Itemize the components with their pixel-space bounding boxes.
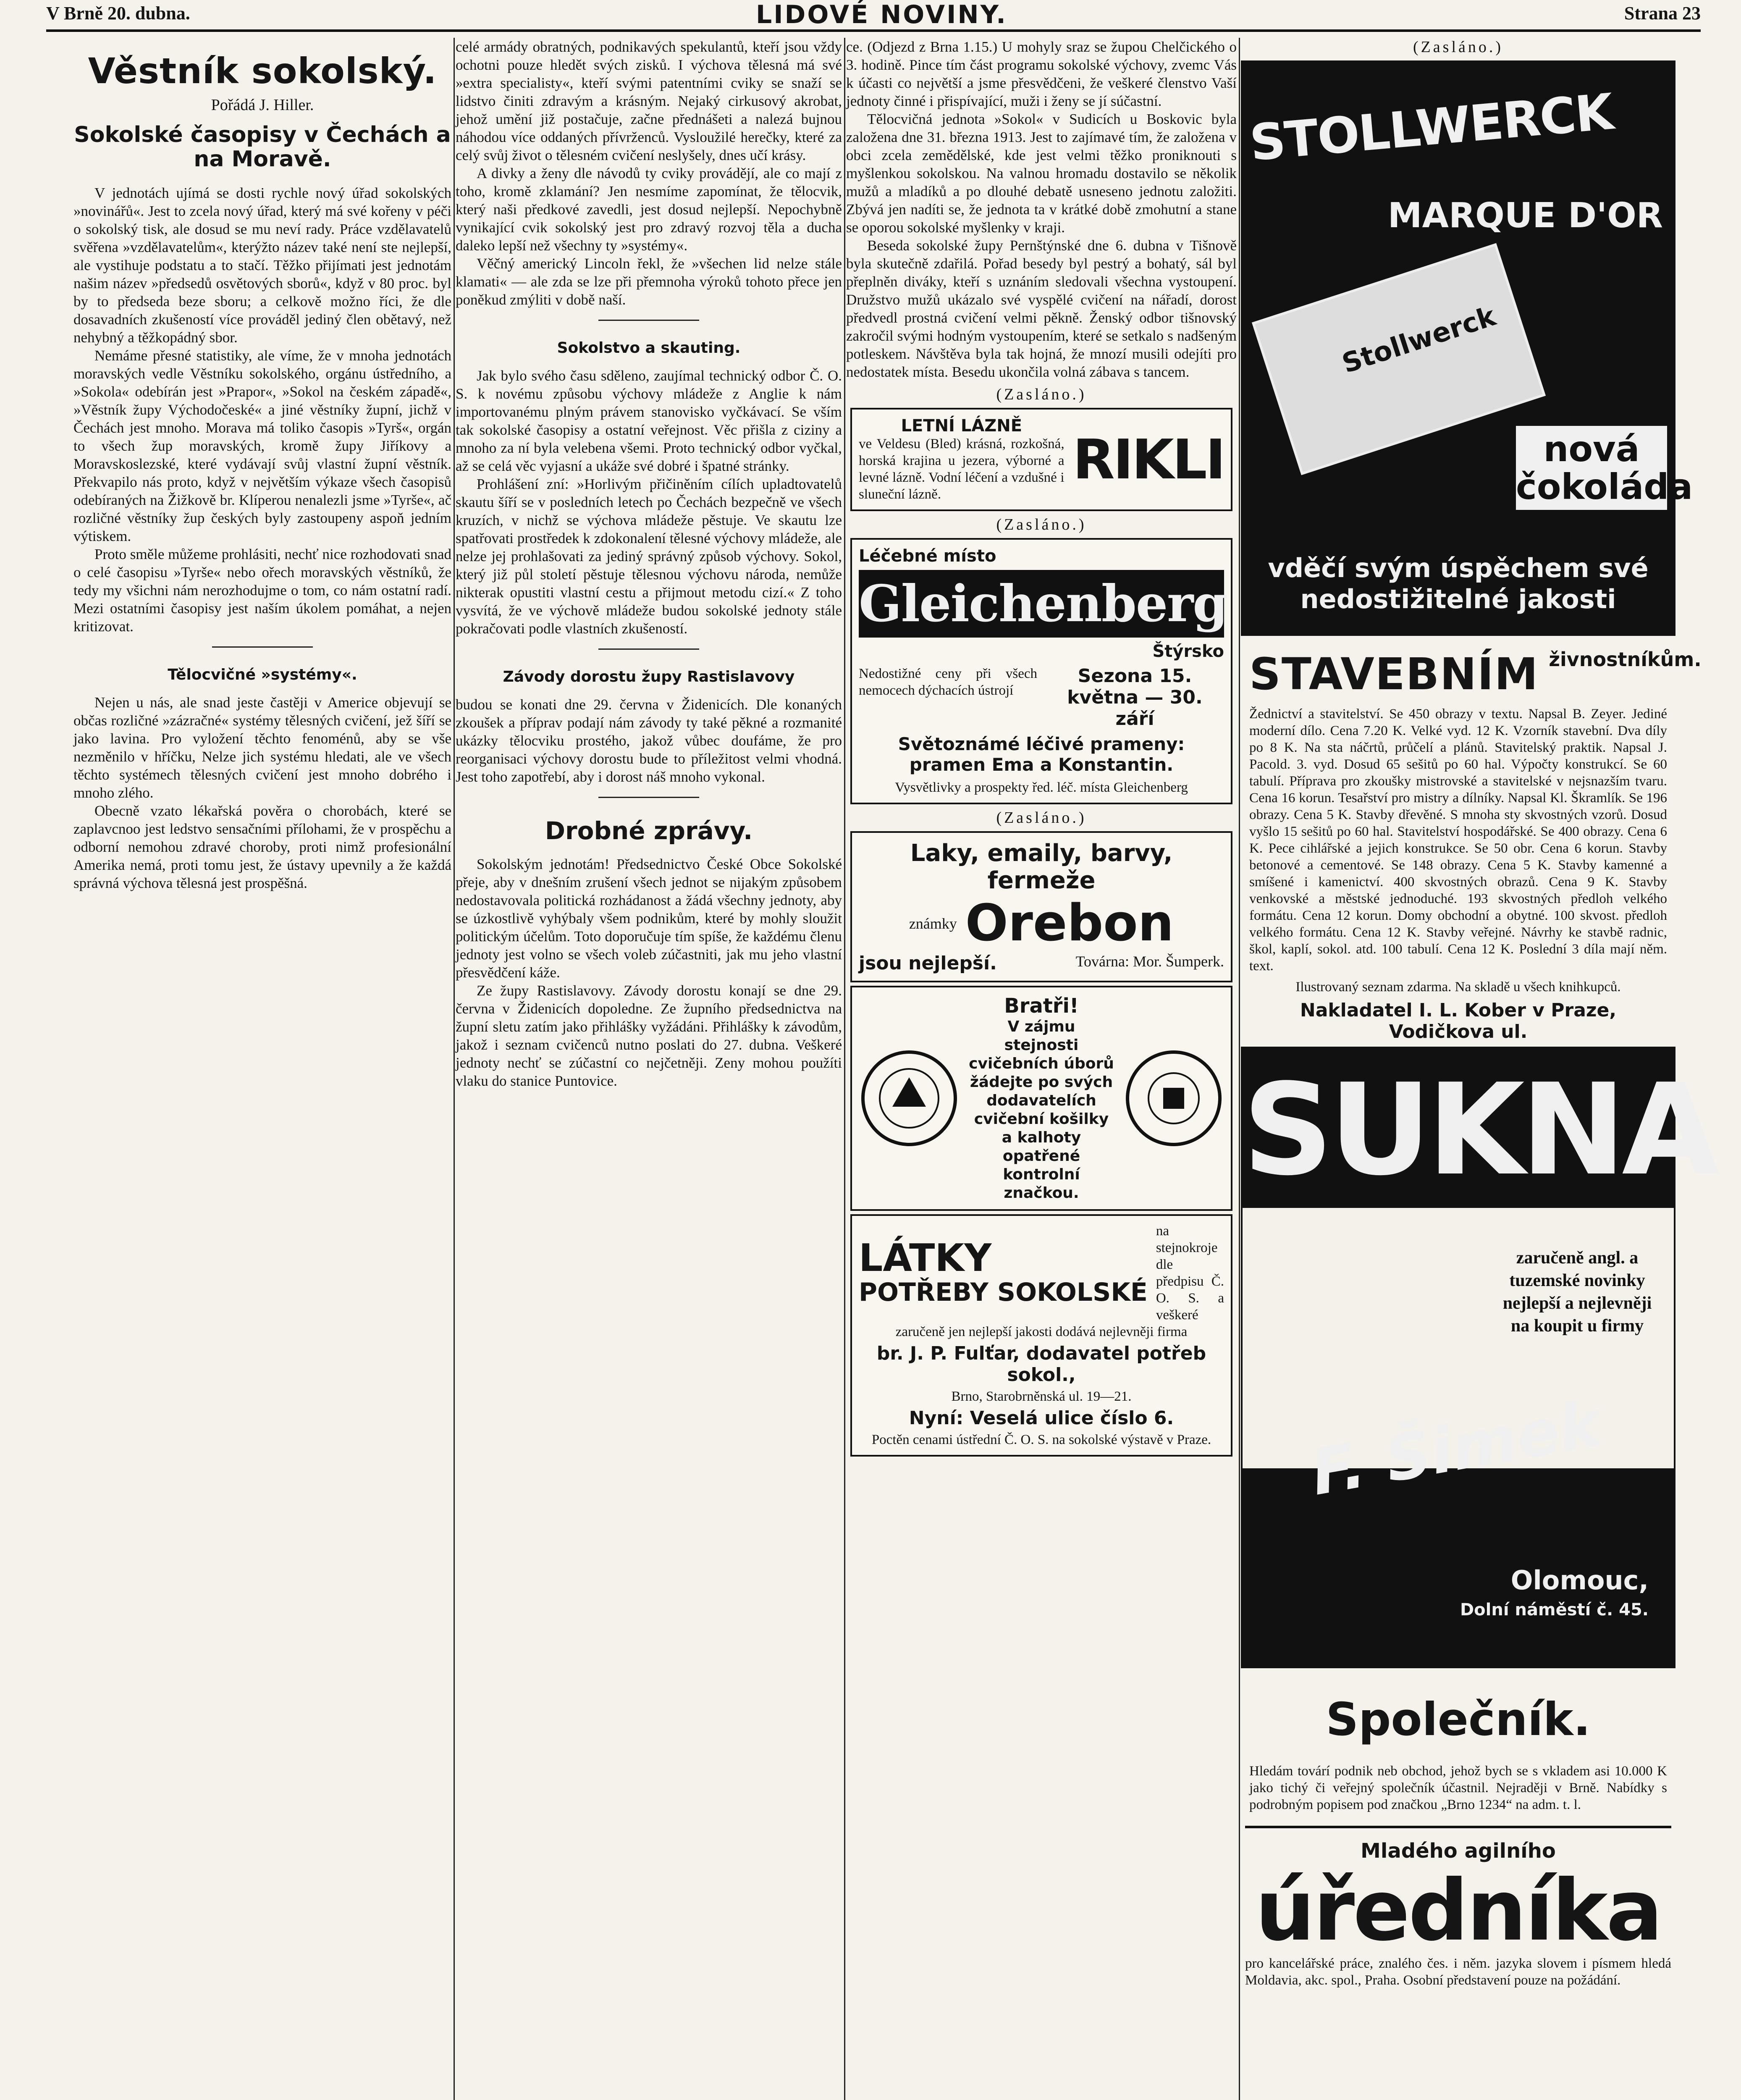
- ad-title: STAVEBNÍM: [1249, 648, 1539, 700]
- ad-slogan: vděčí svým úspěchem své nedostižitelné jakosti: [1268, 553, 1649, 614]
- ad-text: na stejnokroje dle předpisu Č. O. S. a veškeré: [1156, 1223, 1224, 1323]
- ad-region: Štýrsko: [1152, 642, 1224, 661]
- ad-orebon: [850, 831, 1232, 982]
- article-paragraph: Obecně vzato lékařská pověra o chorobách, které se zaplavcnoo jest ledstvo sensačními přílohami, že v prospěchu a odborní nemohou zdravé choroby, proti nimž profesionální Amerika nemá, proti tomu jest, že ústavy upevnily a že každá správná výchova tělesná jest prospěšná.: [73, 803, 451, 891]
- chocolate-box-illustration: [1252, 243, 1546, 475]
- section-title: Věstník sokolský.: [88, 50, 437, 92]
- ad-address: Brno, Starobrněnská ul. 19—21.: [951, 1389, 1132, 1404]
- ad-bratri: [850, 986, 1232, 1211]
- ad-title: Bratři!: [1004, 994, 1079, 1018]
- ad-title: Společník.: [1326, 1693, 1591, 1746]
- zaslano-label: (Zasláno.): [996, 386, 1087, 403]
- ad-address-new: Nyní: Veselá ulice číslo 6.: [909, 1407, 1174, 1429]
- ad-address: Dolní náměstí č. 45.: [1460, 1600, 1649, 1620]
- ad-factory: Továrna: Mor. Šumperk.: [1075, 953, 1224, 970]
- article-paragraph: Věčný americký Lincoln řekl, že »všechen lid nelze stále klamati« — ale zda se lze při přemnoha výroků tohoto přece jen poněkud zmýliti v době naší.: [456, 255, 842, 308]
- article-paragraph: celé armády obratných, podnikavých spekulantů, kteří jsou vždy ochotni pouze hledět svých zisků. I výchova tělesná má své »extra specialisty«, kteří svými patentními cviky se snaží se lidstvo činiti zdravým a krásným. Nejaký cirkusový akrobat, jehož umění již postačuje, začne přednášeti a nalezá bujnou náhodou více oddaných přívrženců. Vysloužilé herečky, které za celý svůj život o tělesném cvičení neslyšely, dnes učí krásy.: [456, 39, 842, 163]
- ad-gleichenberg: [850, 538, 1232, 804]
- ad-city: [1460, 1566, 1649, 1625]
- ad-text: Hledám továrí podnik neb obchod, jehož bych se s vkladem asi 10.000 K jako tichý či veřejný společník účastnil. Nejraději v Brně. Nabídky s podrobným popisem pod značkou „Brno 1234“ na adm. t. l.: [1249, 1764, 1667, 1812]
- column-rule: [1239, 38, 1240, 2100]
- ad-brand: Orebon: [965, 894, 1174, 953]
- article-paragraph: budou se konati dne 29. června v Židenicích. Dle konaných zkoušek a příprav podají nám závody ty také pěkné a rozmanité ukázky tělocviku prostého, jakož vůbec doufáme, že pro reorganisaci výchovy dorostu bude to příležitost velmi vhodná. Jest toho zapotřebí, aby i dorost náš mnoho vykonal.: [456, 696, 842, 785]
- ad-text: Nedostižné ceny při všech nemocech dýchacích ústrojí: [859, 666, 1037, 698]
- ad-text: pro kancelářské práce, znalého čes. i něm. jazyka slovem i písmem hledá Moldavia, akc. spol., Praha. Osobní představení pouze na požádání.: [1245, 1956, 1671, 1988]
- article-heading: Tělocvičné »systémy«.: [168, 666, 357, 683]
- masthead: LIDOVÉ NOVINY.: [756, 0, 1007, 29]
- ad-stollwerck: [1241, 60, 1693, 636]
- ad-sukna: [1241, 1047, 1715, 1668]
- article-title: Sokolské časopisy v Čechách a na Moravě.: [74, 122, 451, 172]
- article-paragraph: Tělocvičná jednota »Sokol« v Sudicích u Boskovic byla založena dne 31. března 1913. Jest to zajímavé tím, že založena v obci zcela zemědělské, kde jest velmi těžko proniknouti s myšlenkou sokolskou. Na valnou hromadu dostavilo se několik mužů a mladíků a po dlouhé debatě usneseno jednotu založiti. Zbývá jen nadíti se, že jednota ta v krátké době zmohutní a stane se oporou sokolské myšlenky v kraji.: [846, 111, 1237, 236]
- column-rule: [844, 38, 845, 2100]
- ad-brand: Gleichenberg: [859, 570, 1224, 638]
- article-paragraph: Prohlášení zní: »Horlivým přičiněním cílích upladtovatelů skautu šíří se v posledních letech po Čechách bezpečně ve všech kruzích, v nichž se výchova mládeže pěstuje. Ve skautu lze spatřovati prostředek k zdokonalení tělesné výchovy mládeže, ale nelze jej prohlašovati za jediný správný způsob výchovy. Sokol, který již půl století pěstuje tělesnou výchovu národa, nemůže nikterak opustiti vlastní cestu a přijmout metodu cizí.« Z toho vysvítá, že ve výchově mládeže budou sokolské jednoty stále pokračovati podle vlastních zkušeností.: [456, 476, 842, 637]
- ad-spolecnik: [1249, 1693, 1667, 1813]
- ad-text: zaručeně angl. a tuzemské novinky nejlepší a nejlevněji na koupit u firmy: [1502, 1248, 1652, 1336]
- article-paragraph: Sokolským jednotám! Předsednictvo České Obce Sokolské přeje, aby v dnešním zrušení všech jednot se nijakým způsobem nedostavovala politická rozhádanost a žádá všechny jednoty, aby se úzkostlivě vyhýbaly všem podnikům, které by mohly sloužit politickým účelům. Toto doporučuje tím spíše, že každému členu jednoty jest volno se všech voleb zúčastniti, jak mu jeho vlastní přesvědčení káže.: [456, 856, 842, 981]
- ad-urednika: [1245, 1826, 1671, 1989]
- ad-city-name: Olomouc,: [1510, 1565, 1649, 1596]
- seal-icon: [1123, 1048, 1224, 1149]
- seal-icon: [859, 1048, 960, 1149]
- ad-brand: STOLLWERCK: [1247, 82, 1615, 172]
- ad-title: LETNÍ LÁZNĚ: [901, 416, 1023, 436]
- ad-season: Sezona 15. května — 30. září: [1067, 665, 1203, 730]
- divider: [598, 648, 699, 650]
- ad-title: úředníka: [1255, 1862, 1661, 1960]
- zaslano-label: (Zasláno.): [996, 809, 1087, 827]
- ad-stavebnim: [1249, 648, 1702, 1042]
- ad-publisher: Nakladatel I. L. Kober v Praze, Vodičkova ul.: [1300, 1000, 1617, 1042]
- article-paragraph: Nemáme přesné statistiky, ale víme, že v mnoha jednotách moravských vedle Věstníku sokolského, orgánu ústředního, a »Sokola« odebírán jest »Prapor«, »Sokol na českém západě«, »Věstník župy Východočeské« a jiné věstníky župní, jichž v Čechách jest mnoho. Morava má toliko časopis »Tyrš«, orgán to všech žup moravských, kromě župy Jiříkovy a Moravskoslezské, které vydávají svůj vlastní župní věstník. Překvapilo nás proto, když v největším výkaze všech časopisů odebíraných na Žižkově br. Klíperou nenalezli jsme »Tyrše«, ač rozličné věstníky žup českých byly zastoupeny aspoň jedním výtiskem.: [73, 347, 451, 544]
- article-paragraph: Jak bylo svého času sděleno, zaujímal technický odbor Č. O. S. k novému způsobu výchovy mládeže z Anglie k nám importovanému plným právem stanovisko vyčkávací. Se vším tak sokolské časopisy a ostatní veřejnost. Věc přišla z ciziny a mnoho za ní byla velebena všemi. Proto technický odbor vyčkal, až se celá věc vyjasní a ukáže své dobré i špatné stránky.: [456, 368, 842, 474]
- ad-subtitle: Mladého agilního: [1361, 1839, 1556, 1863]
- ad-text: Žednictví a stavitelství. Se 450 obrazy v textu. Napsal B. Zeyer. Jediné moderní dílo. Cena 7.20 K. Velké vyd. 12 K. Vzorník stavební. Dva díly po 8 K. Na sta náčrtů, průčelí a plánů. Stavitelský praktik. Napsal J. Pacold. 3. vyd. Dosud 65 sešitů po 60 hal. Výpočty konstrukcí. Se 60 tabulí. Příprava pro zkoušky mistrovské a stavitelské v nejsnazším tvaru. Cena 16 korun. Tesařství pro mistry a dílníky. Napsal Kl. Škramlík. Se 196 obrazy. Cena 5 K. Stavby dřevěné. S mnoha sty skvostných vzorů. Dosud vyšlo 15 sešitů po 60 hal. Stavitelství hospodářské. Se 400 obrazy. Cena 6 K. Pece cihlářské a jejich konstrukce. Se 50 obr. Cena 6 korun. Stavby betonové a cementové. Se 148 obrazy. Cena 5 K. Stavby kamenné a smíšené i kamenictví. 400 skvostných obrazů. Cena 9 K. Stavby venkovské a městské jednoduché. 193 skvostných předloh velkého formátu. Cena 12 korun. Domy obchodní a obytné. 100 skvost. předloh velkého formátu. Cena 12 K. Stavby veřejné. Návrhy ke stavbě radnic, škol, kaplí, sokol. atd. 100 tabulí. Cena 12 K. Poslední 3 díla mají něm. text.: [1249, 706, 1667, 974]
- article-paragraph: Nejen u nás, ale snad jeste častěji v Americe objevují se občas rozličné »zázračné« systémy tělesných cvičení, jež šíří se jako lavina. Pro vyložení těchto fenoménů, aby se vše nezměnilo v hříčku, Nelze jich systému hledati, ale ve všech těchto systémech tělesných cvičení jest mnoho dobrého i mnoho zlého.: [73, 694, 451, 801]
- ad-nova: nová čokoláda: [1516, 426, 1667, 510]
- header-date: V Brně 20. dubna.: [46, 3, 190, 24]
- ad-text: ve Veldesu (Bled) krásná, rozkošná, horská krajina u jezera, výborné a levné lázně. Vodní léčení a vzdušné i sluneční lázně.: [859, 436, 1065, 502]
- ad-subtitle: Léčebné místo: [859, 546, 996, 566]
- article-paragraph: Proto směle můžeme prohlásiti, nechť nice rozhodovati snad o celé časopisu »Tyrše« nebo ořech moravských věstníků, že tedy my všichni nám nerozhodujme o tom, co nám ostatní radí. Mezi ostatními časopisy jest naším úkolem pomáhat, a nejen kritizovat.: [73, 546, 451, 635]
- ad-rikli: [850, 408, 1232, 511]
- ad-title-side: živnostníkům.: [1549, 648, 1702, 671]
- page-number: Strana 23: [1624, 3, 1701, 24]
- ad-footer: Poctěn cenami ústřední Č. O. S. na sokolské výstavě v Praze.: [871, 1432, 1211, 1447]
- ad-brand: SUKNA: [1243, 1057, 1715, 1203]
- ad-footer: Ilustrovaný seznam zdarma. Na skladě u všech knihkupců.: [1295, 979, 1621, 995]
- article-paragraph: Beseda sokolské župy Pernštýnské dne 6. dubna v Tišnově byla skutečně zdařilá. Pořad besedy byl pestrý a bohatý, sál byl přeplněn diváky, kteří s uznáním sledovali všechna vystoupení. Družstvo mužů ukázalo své vyspělé cvičení na nářadí, dorost předvedl prostná cvičení velmi pěkně. Ženský odbor tišnovský zakročil svými hodným vystoupením, které se setkalo s nadšeným potleskem. Návštěva byla tak hojná, že mnozí musili odejíti pro nedostatek místa. Besedu ukončila volná zábava s tancem.: [846, 237, 1237, 380]
- ad-text: jsou nejlepší.: [859, 953, 997, 974]
- article-paragraph: V jednotách ujímá se dosti rychle nový úřad sokolských »novinářů«. Jest to zcela nový úřad, který má své kořeny v péči o sokolský tisk, ale dosud se mu neví rady. Práce vzdělavatelů svěřena »vzdělavatelům«, kterýžto název také není ste nejlepší, ale vystihuje podstatu a to stačí. Těžko přijímati jest jednotám našim název »předsedů osvětových sborů«, když v 80 proc. byl by to předseda beze sboru; a celkově možno říci, že dle dosavadních zkušeností více prováděl jediný člen obětavý, než nehybný a těžkopádný sbor.: [73, 185, 451, 346]
- article-paragraph: Ze župy Rastislavovy. Závody dorostu konají se dne 29. června v Židenicích dopoledne. Ze župního předsednictva na župní sletu zatím jako přihlášky vyžádáni. Přihlášky k závodům, jakož i seznam cvičenců nutno poslati do 27. dubna. Veškeré jednoty nechť se zúčastní co nejčetněji. Zeny mohou použíti vlaku do stanice Puntovice.: [456, 982, 842, 1089]
- ad-firm: br. J. P. Fulťar, dodavatel potřeb sokol.,: [876, 1343, 1206, 1386]
- byline: Pořádá J. Hiller.: [211, 96, 314, 114]
- column-rule: [454, 38, 455, 2100]
- divider: [212, 646, 313, 648]
- ad-text: V zájmu stejnosti cvičebních úborů žádejte po svých dodavatelích cvičební košilky a kalhoty opatřené kontrolní značkou.: [969, 1018, 1114, 1202]
- divider: [598, 320, 699, 321]
- ad-brand: RIKLI: [1072, 428, 1224, 491]
- article-heading: Závody dorostu župy Rastislavovy: [503, 668, 795, 685]
- ad-springs: Světoznámé léčivé prameny: pramen Ema a Konstantin.: [898, 734, 1185, 775]
- divider: [598, 797, 699, 798]
- box-label: Stollwerck: [1338, 301, 1500, 380]
- ad-text: zaručeně jen nejlepší jakosti dodává nejlevněji firma: [895, 1324, 1188, 1339]
- ad-firm: F. Šimek: [1306, 1387, 1607, 1510]
- ad-latky: [850, 1214, 1232, 1457]
- ad-marque: MARQUE D'OR: [1387, 196, 1663, 236]
- ad-mark-label: známky: [909, 915, 957, 932]
- ad-footer: Vysvětlivky a prospekty řed. léč. místa Gleichenberg: [895, 780, 1188, 795]
- zaslano-label: (Zasláno.): [1413, 38, 1504, 56]
- column-2: [456, 38, 842, 2100]
- article-heading: Sokolstvo a skauting.: [557, 339, 741, 357]
- ad-title: LÁTKY: [859, 1236, 992, 1280]
- article-heading: Drobné zprávy.: [545, 816, 753, 845]
- page-header: [46, 0, 1701, 32]
- ad-title: POTŘEBY SOKOLSKÉ: [859, 1278, 1148, 1307]
- column-1: [73, 38, 451, 2100]
- article-paragraph: ce. (Odjezd z Brna 1.15.) U mohyly sraz se župou Chelčického o 3. hodině. Pince tím část programu sokolské výchovy, zvemc Vás k účasti co největší a jsme přesvědčeni, že veškeré členstvo Vaší jednoty činné i přispívající, muži i ženy se jí súčastní.: [846, 39, 1237, 109]
- ad-title: Laky, emaily, barvy, fermeže: [910, 840, 1173, 894]
- article-paragraph: A divky a ženy dle návodů ty cviky provádějí, ale co mají z toho, kromě zklamání? Jen nesmíme zapomínat, že tělocvik, který naši předkové zavedli, jest dosud nejlepší. Nepochybně vynikající cvik sokolský jest pro zdravý rozvoj těla a ducha daleko lepší než všechny ty »systémy«.: [456, 165, 842, 254]
- column-4: [1241, 38, 1715, 2100]
- zaslano-label: (Zasláno.): [996, 516, 1087, 533]
- column-3: [846, 38, 1237, 2100]
